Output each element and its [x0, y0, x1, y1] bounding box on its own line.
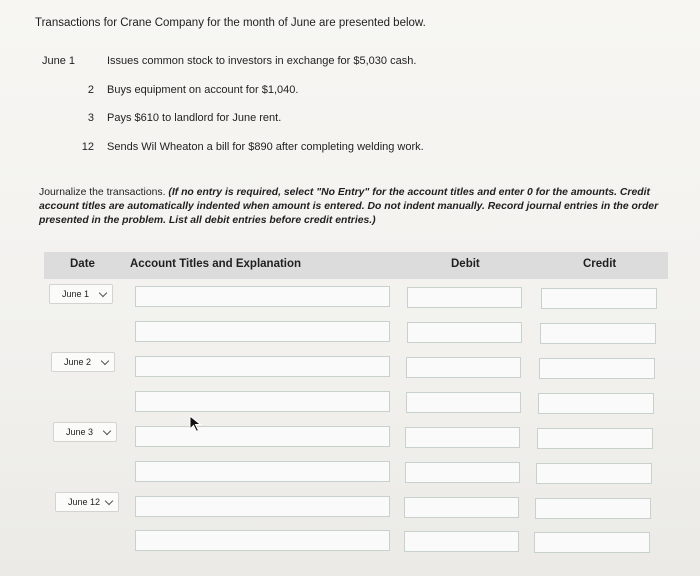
header-account-titles: Account Titles and Explanation — [130, 258, 302, 270]
date-select-june-1[interactable] — [49, 284, 113, 304]
debit-input[interactable] — [405, 427, 520, 448]
account-title-input[interactable] — [135, 496, 390, 517]
chevron-down-icon — [105, 497, 113, 505]
debit-input[interactable] — [404, 531, 519, 552]
header-credit: Credit — [583, 258, 617, 270]
date-select-june-12[interactable] — [55, 492, 119, 512]
debit-input[interactable] — [406, 392, 521, 413]
transaction-description: Issues common stock to investors in exchange for $5,030 cash. — [107, 55, 417, 67]
transaction-list — [42, 55, 482, 169]
account-title-input[interactable] — [135, 356, 390, 377]
date-select-value: June 2 — [64, 357, 92, 367]
chevron-down-icon — [99, 289, 107, 297]
problem-intro: Transactions for Crane Company for the month of June are presented below. — [35, 17, 426, 29]
debit-input[interactable] — [405, 462, 520, 483]
instructions-emphasis: (If no entry is required, select "No Entry" for the account titles and enter 0 for the amounts. Credit account titles are automatically indented when amount is entered. Do not indent manually. Record journal entries in the order presented in the problem. List all debit entries before credit entries.) — [39, 187, 659, 226]
account-title-input[interactable] — [135, 321, 390, 342]
account-title-input[interactable] — [135, 426, 390, 447]
transaction-date: 12 — [81, 140, 94, 153]
transaction-date: June 1 — [42, 55, 76, 67]
debit-input[interactable] — [404, 497, 519, 518]
credit-input[interactable] — [541, 288, 657, 309]
instructions — [39, 186, 669, 228]
credit-input[interactable] — [539, 358, 655, 379]
date-select-june-2[interactable] — [51, 352, 115, 372]
credit-input[interactable] — [540, 323, 656, 344]
header-date: Date — [70, 258, 95, 270]
credit-input[interactable] — [536, 463, 652, 484]
credit-input[interactable] — [534, 532, 650, 553]
account-title-input[interactable] — [135, 391, 390, 412]
debit-input[interactable] — [406, 357, 521, 378]
transaction-date: 2 — [87, 83, 94, 96]
transaction-description: Sends Wil Wheaton a bill for $890 after completing welding work. — [107, 140, 424, 153]
transaction-row — [42, 55, 482, 84]
date-select-value: June 3 — [66, 427, 94, 437]
date-select-june-3[interactable] — [53, 422, 117, 442]
debit-input[interactable] — [407, 322, 522, 343]
account-title-input[interactable] — [135, 286, 390, 307]
date-select-value: June 1 — [62, 289, 90, 299]
credit-input[interactable] — [538, 393, 654, 414]
transaction-row — [42, 112, 482, 141]
instructions-lead: Journalize the transactions. — [39, 187, 169, 198]
transaction-description: Buys equipment on account for $1,040. — [107, 83, 299, 96]
account-title-input[interactable] — [135, 461, 390, 482]
chevron-down-icon — [103, 427, 111, 435]
transaction-row — [42, 84, 482, 113]
debit-input[interactable] — [407, 287, 522, 308]
credit-input[interactable] — [537, 428, 653, 449]
credit-input[interactable] — [535, 498, 651, 519]
transaction-date: 3 — [87, 112, 94, 124]
date-select-value: June 12 — [68, 497, 101, 507]
journal-entry-table — [44, 252, 670, 572]
account-title-input[interactable] — [135, 530, 390, 551]
transaction-description: Pays $610 to landlord for June rent. — [107, 112, 282, 124]
transaction-row — [42, 141, 482, 170]
journal-header-row — [44, 252, 668, 279]
chevron-down-icon — [101, 357, 109, 365]
header-debit: Debit — [451, 258, 480, 270]
mouse-pointer-icon — [189, 415, 203, 433]
